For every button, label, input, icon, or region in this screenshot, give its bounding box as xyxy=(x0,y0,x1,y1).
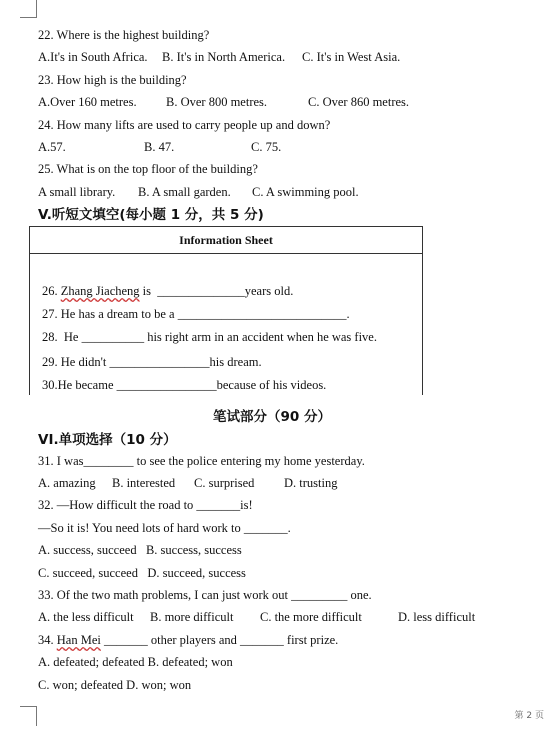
q31-option-a: A. amazing xyxy=(38,476,96,490)
info-line-26: 26. Zhang Jiacheng is ______________years old. xyxy=(42,284,294,298)
question-32: 32. —How difficult the road to _______is! xyxy=(38,498,253,512)
q25-option-c: C. A swimming pool. xyxy=(252,185,359,199)
question-33: 33. Of the two math problems, I can just work out _________ one. xyxy=(38,588,372,602)
information-sheet-box xyxy=(29,226,423,395)
q34-options-ab: A. defeated; defeated B. defeated; won xyxy=(38,655,233,669)
info-line-29: 29. He didn't ________________his dream. xyxy=(42,355,262,369)
written-part-heading: 笔试部分（90 分） xyxy=(213,409,331,425)
q22-option-a: A.It's in South Africa. xyxy=(38,50,148,64)
q33-option-d: D. less difficult xyxy=(398,610,476,624)
name-han-mei: Han Mei xyxy=(56,633,101,647)
question-34: 34. Han Mei _______ other players and _______ first prize. xyxy=(38,633,339,647)
name-zhang-jiacheng: Zhang Jiacheng xyxy=(60,284,140,298)
info-line-30: 30.He became ________________because of his videos. xyxy=(42,378,327,392)
q31-option-b: B. interested xyxy=(112,476,176,490)
q33-option-c: C. the more difficult xyxy=(260,610,362,624)
q23-option-b: B. Over 800 metres. xyxy=(166,95,268,109)
q23-option-a: A.Over 160 metres. xyxy=(38,95,137,109)
question-24: 24. How many lifts are used to carry people up and down? xyxy=(38,118,331,132)
information-sheet-title: Information Sheet xyxy=(30,227,422,254)
q31-option-d: D. trusting xyxy=(284,476,338,490)
crop-mark-top xyxy=(36,0,37,18)
page-number: 第 2 页 xyxy=(514,711,544,721)
q32-options-ab: A. success, succeed B. success, success xyxy=(38,543,242,557)
question-31: 31. I was________ to see the police entering my home yesterday. xyxy=(38,454,365,468)
q24-option-a: A.57. xyxy=(38,140,66,154)
question-23: 23. How high is the building? xyxy=(38,73,187,87)
section-5-heading: V.听短文填空(每小题 1 分，共 5 分) xyxy=(38,207,264,223)
info-line-28: 28. He __________ his right arm in an accident when he was five. xyxy=(42,330,377,344)
q32-options-cd: C. succeed, succeed D. succeed, success xyxy=(38,566,246,580)
q25-option-b: B. A small garden. xyxy=(138,185,231,199)
section-6-heading: VI.单项选择（10 分） xyxy=(38,432,177,448)
q34-options-cd: C. won; defeated D. won; won xyxy=(38,678,192,692)
crop-mark-bottom-h xyxy=(20,706,37,707)
q23-option-c: C. Over 860 metres. xyxy=(308,95,410,109)
crop-mark-top-h xyxy=(20,17,37,18)
crop-mark-bottom xyxy=(36,706,37,726)
q25-option-a: A small library. xyxy=(38,185,116,199)
q33-option-b: B. more difficult xyxy=(150,610,234,624)
info-line-27: 27. He has a dream to be a ___________________________. xyxy=(42,307,350,321)
q24-option-c: C. 75. xyxy=(251,140,282,154)
q32-reply: —So it is! You need lots of hard work to _______. xyxy=(38,521,291,535)
q31-option-c: C. surprised xyxy=(194,476,255,490)
q33-option-a: A. the less difficult xyxy=(38,610,134,624)
q22-option-b: B. It's in North America. xyxy=(162,50,286,64)
q22-option-c: C. It's in West Asia. xyxy=(302,50,401,64)
q24-option-b: B. 47. xyxy=(144,140,175,154)
question-22: 22. Where is the highest building? xyxy=(38,28,210,42)
question-25: 25. What is on the top floor of the building? xyxy=(38,162,258,176)
